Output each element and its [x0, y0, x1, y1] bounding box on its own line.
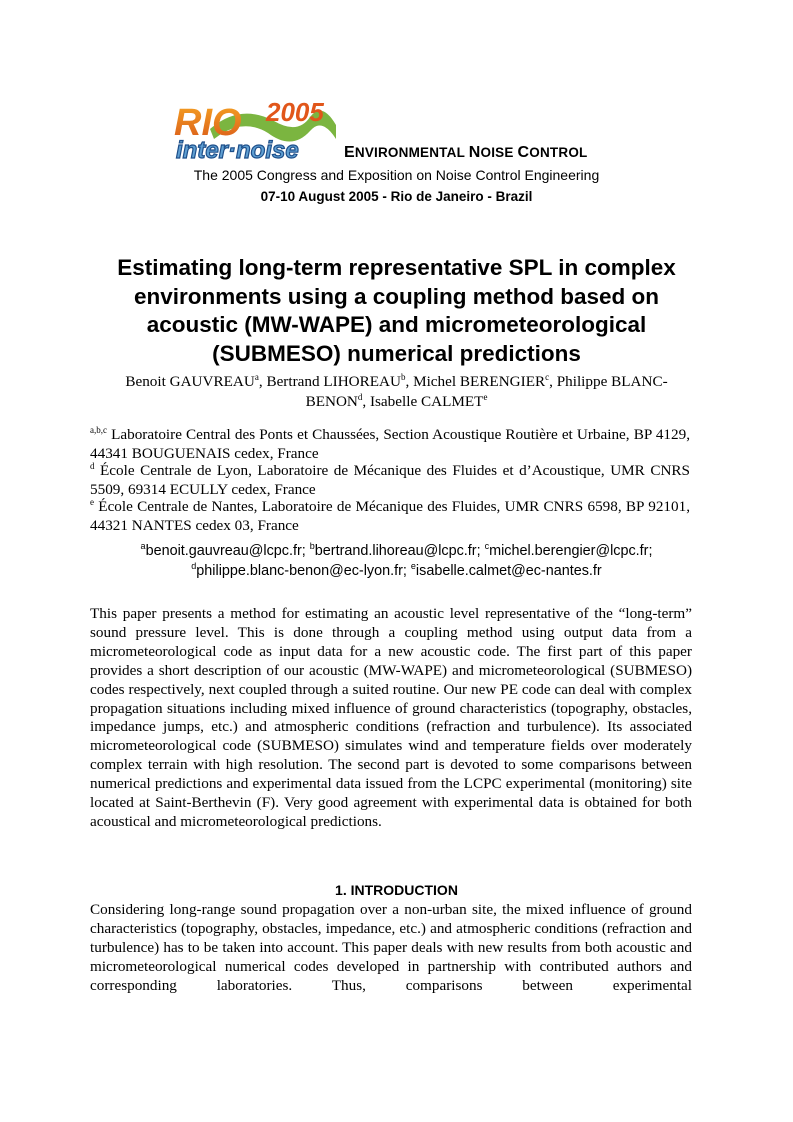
section-heading-introduction: 1. INTRODUCTION: [335, 882, 458, 898]
conference-name-initial: N: [468, 144, 481, 161]
abstract-text: This paper presents a method for estimating an acoustic level representative of the “long-term” sound pressure level. This is done through a coupling method using output data from a micrometeorological code as input data for a new acoustic code. The first part of this paper provides a short description of our acoustic (MW-WAPE) and micrometeorological (SUBMESO) codes respectively, next coupled through a suited routine. Our new PE code can deal with complex propagation situations including mixed influence of ground characteristics (topography, obstacles, impedance jumps, etc.) and atmospheric conditions (refraction and turbulence). Its associated micrometeorological code (SUBMESO) simulates wind and temperature fields over moderately complex terrain with high resolution. The second part is devoted to some comparisons between numerical predictions and experimental data issued from the LCPC experimental (monitoring) site located at Saint-Berthevin (F). Very good agreement with experimental data is obtained for both acoustical and micrometeorological predictions.: [90, 605, 692, 830]
conference-name: [344, 144, 587, 162]
affiliation: [90, 498, 690, 535]
author-name: Michel BERENGIER: [413, 373, 546, 390]
email-marker: d: [191, 560, 197, 571]
affiliation-text: École Centrale de Lyon, Laboratoire de Mécanique des Fluides et d’Acoustique, UMR CNRS 5509, 69314 ECULLY cedex, France: [90, 462, 690, 498]
email-address: bertrand.lihoreau@lcpc.fr;: [314, 543, 485, 559]
author-affiliation-marker: d: [357, 391, 363, 402]
author-affiliation-marker: c: [545, 371, 550, 382]
affiliation-marker: a,b,c: [90, 424, 107, 435]
author-name: Benoit GAUVREAU: [125, 373, 255, 390]
author-separator: ,: [258, 373, 267, 390]
affiliation-text: École Centrale de Nantes, Laboratoire de Mécanique des Fluides, UMR CNRS 6598, BP 92101, 44321 NANTES cedex 03, France: [90, 498, 690, 534]
logo-internoise-text: inter·noise: [176, 137, 299, 163]
author-affiliation-marker: b: [400, 371, 406, 382]
paper-title: Estimating long-term representative SPL in complex environments using a coupling method based on acoustic (MW-WAPE) and micrometeorological (SUBMESO) numerical predictions: [117, 255, 676, 366]
affiliation: [90, 462, 690, 499]
author-name: Philippe BLANC-BENON: [305, 373, 668, 410]
author-separator: ,: [362, 393, 370, 410]
email-line: [90, 562, 703, 582]
author-emails: [90, 542, 703, 581]
conference-subtitle: The 2005 Congress and Exposition on Noise Control Engineering: [193, 167, 600, 183]
internoise-rio-2005-logo: [170, 95, 342, 163]
email-marker: b: [309, 541, 315, 552]
introduction-text: Considering long-range sound propagation over a non-urban site, the mixed influence of ground characteristics (topography, obstacles, impedance, etc.) and atmospheric conditions (refraction and turbulence) has to be taken into account. This paper deals with new results from both acoustic and micrometeorological numerical codes developed in partnership with contributed authors and corresponding laboratories. Thus, comparisons between experimental: [90, 901, 692, 994]
email-address: michel.berengier@lcpc.fr;: [489, 543, 653, 559]
author-name: Bertrand LIHOREAU: [266, 373, 401, 390]
logo-year-text: 2005: [266, 97, 324, 127]
author-affiliation-marker: e: [483, 391, 488, 402]
author-affiliation-marker: a: [254, 371, 259, 382]
author-separator: ,: [405, 373, 414, 390]
email-marker: e: [410, 560, 416, 571]
affiliation-marker: d: [90, 460, 95, 471]
email-line: [90, 542, 703, 562]
email-marker: c: [484, 541, 490, 552]
author-name: Isabelle CALMET: [369, 393, 484, 410]
email-address: philippe.blanc-benon@ec-lyon.fr;: [196, 562, 411, 579]
conference-date: 07-10 August 2005 - Rio de Janeiro - Brazil: [260, 189, 533, 204]
email-address: isabelle.calmet@ec-nantes.fr: [415, 562, 602, 579]
conference-name-part: ONTROL: [529, 145, 588, 160]
email-address: benoit.gauvreau@lcpc.fr;: [145, 543, 310, 559]
conference-name-part: OISE: [480, 145, 518, 160]
conference-name-initial: C: [517, 144, 530, 161]
conference-name-part: NVIRONMENTAL: [354, 145, 469, 160]
affiliation-marker: e: [90, 496, 94, 507]
email-marker: a: [140, 541, 146, 552]
conference-name-initial: E: [344, 144, 355, 161]
author-separator: ,: [549, 373, 557, 390]
affiliation: [90, 426, 690, 463]
author-list: [100, 372, 693, 412]
affiliation-text: Laboratoire Central des Ponts et Chaussées, Section Acoustique Routière et Urbaine, BP 4129, 44341 BOUGUENAIS cedex, France: [90, 426, 690, 462]
logo-rio-text: RIO: [174, 102, 242, 144]
